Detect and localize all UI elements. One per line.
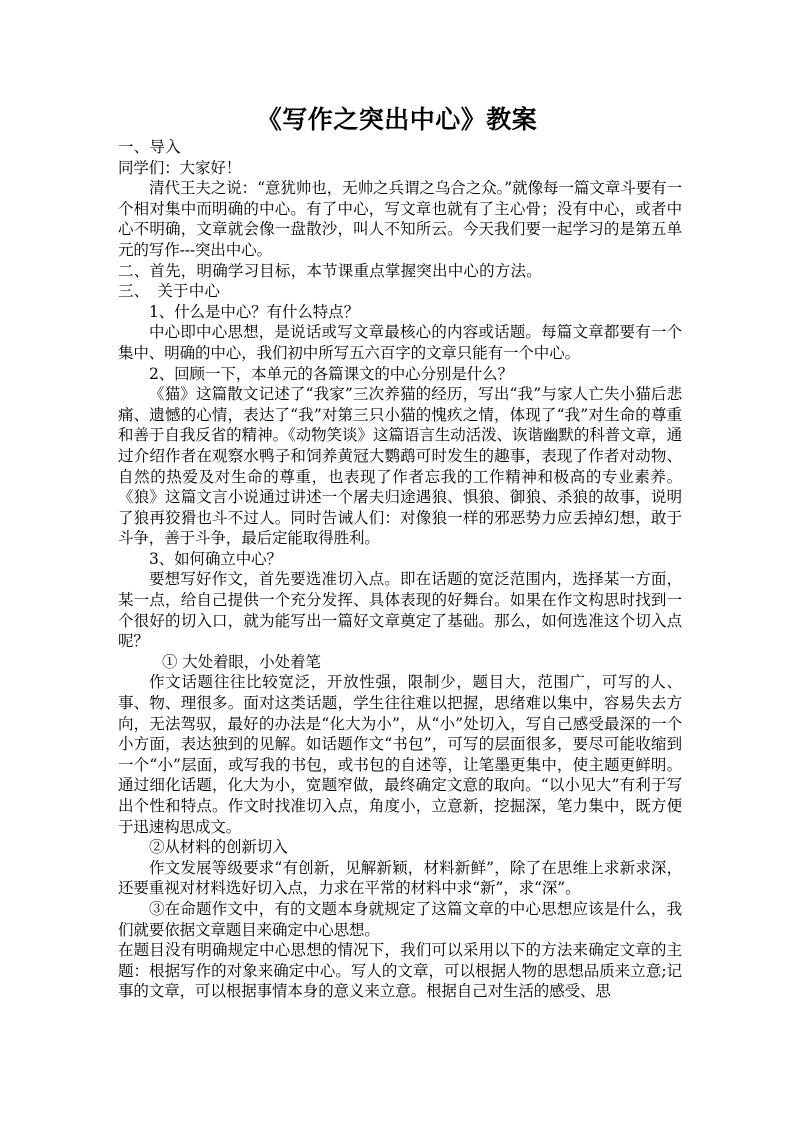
document-body [118,137,682,1002]
method-one-paragraph: 作文话题往往比较宽泛，开放性强，限制少，题目大，范围广，可写的人、事、物、理很多。面对这类话题，学生往往难以把握，思绪难以集中，容易失去方向，无法驾驭，最好的办法是“化大为小”，从“小”处切入，写自己感受最深的一个小方面，表达独到的见解。如话题作文“书包”，可写的层面很多，要尽可能收缩到一个“小”层面，或写我的书包，或书包的自述等，让笔墨更集中，使主题更鲜明。通过细化话题，化大为小，宽题窄做，最终确定文意的取向。“以小见大”有利于写出个性和特点。作文时找准切入点，角度小，立意新，挖掘深，笔力集中，既方便于迅速构思成文。 [118,673,682,836]
method-two-paragraph: 作文发展等级要求“有创新，见解新颖，材料新鲜”，除了在思维上求新求深，还要重视对材料选好切入点，力求在平常的材料中求“新”，求“深”。 [118,858,682,898]
section-heading-center: 三、 关于中心 [118,282,221,301]
question-how-to-establish: 3、如何确立中心？ [149,549,282,568]
method-two-heading: ②从材料的创新切入 [149,838,288,857]
section-heading-goal: 二、首先，明确学习目标，本节课重点掌握突出中心的方法。 [118,261,542,280]
final-paragraph: 在题目没有明确规定中心思想的情况下，我们可以采用以下的方法来确定文章的主题：根据写作的对象来确定中心。写人的文章，可以根据人物的思想品质来立意;记事的文章，可以根据事情本身的意义来立意。根据自己对生活的感受、思 [118,941,682,1001]
greeting-line: 同学们：大家好！ [118,158,242,177]
section-heading-intro: 一、导入 [118,138,181,156]
entry-point-paragraph: 要想写好作文，首先要选准切入点。即在话题的宽泛范围内，选择某一方面，某一点，给自己提供一个充分发挥、具体表现的好舞台。如果在作文构思时找到一个很好的切入口，就为能写出一篇好文章奠定了基础。那么，如何选准这个切入点呢？ [118,570,682,651]
method-three-paragraph: ③在命题作文中，有的文题本身就规定了这篇文章的中心思想应该是什么，我们就要依据文章题目来确定中心思想。 [118,899,682,939]
document-title: 《写作之突出中心》教案 [256,105,538,134]
texts-summary-paragraph: 《猫》这篇散文记述了“我家”三次养猫的经历，写出“我”与家人亡失小猫后悲痛、遗憾的心情，表达了“我”对第三只小猫的愧疚之情，体现了“我”对生命的尊重和善于自我反省的精神。《动物笑谈》这篇语言生动活泼、诙谐幽默的科普文章，通过介绍作者在观察水鸭子和饲养黄冠大鹦鹉可时发生的趣事，表现了作者对动物、自然的热爱及对生命的尊重，也表现了作者忘我的工作精神和极高的专业素养。《狼》这篇文言小说通过讲述一个屠夫归途遇狼、惧狼、御狼、杀狼的故事，说明了狼再狡猾也斗不过人。同时告诫人们：对像狼一样的邪恶势力应丢掉幻想，敢于斗争，善于斗争，最后定能取得胜利。 [118,385,682,548]
center-definition-paragraph: 中心即中心思想，是说话或写文章最核心的内容或话题。每篇文章都要有一个集中、明确的中心，我们初中所写五六百字的文章只能有一个中心。 [118,323,682,362]
method-one-heading: ① 大处着眼，小处着笔 [162,652,321,671]
question-what-is-center: 1、什么是中心？有什么特点？ [149,302,359,321]
intro-paragraph: 清代王夫之说：“意犹帅也，无帅之兵谓之乌合之众。”就像每一篇文章斗要有一个相对集中而明确的中心。有了中心，写文章也就有了主心骨；没有中心，或者中心不明确，文章就会像一盘散沙，叫人不知所云。今天我们要一起学习的是第五单元的写作---突出中心。 [118,179,682,259]
question-review-texts: 2、回顾一下，本单元的各篇课文的中心分别是什么？ [149,364,513,383]
